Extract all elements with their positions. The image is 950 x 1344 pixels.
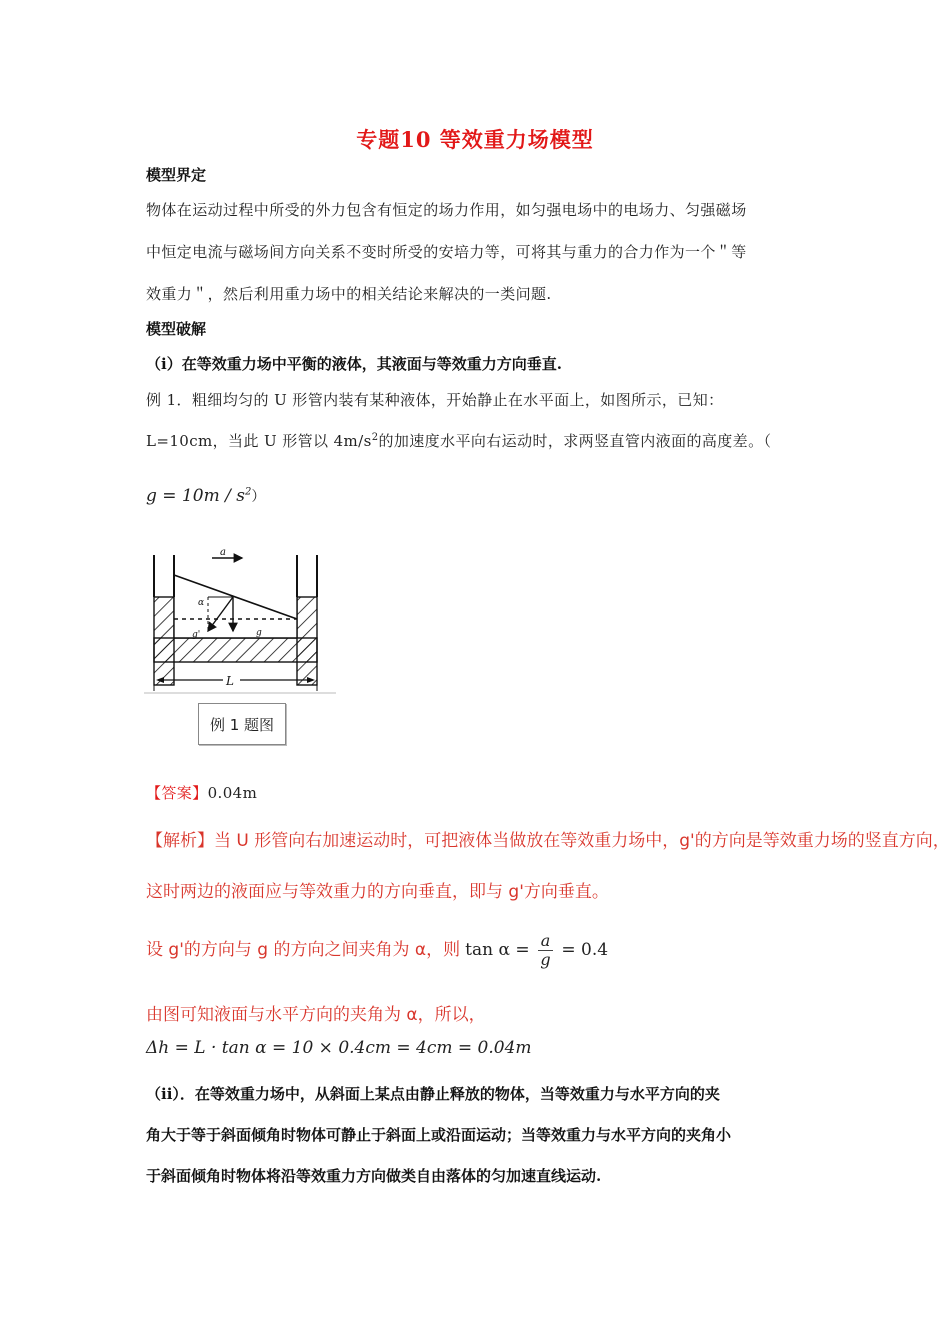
section-heading-model-definition: 模型界定	[146, 166, 207, 184]
page-title: 专题10 等效重力场模型	[356, 127, 594, 152]
gravity-formula-text: g = 10m / s	[146, 486, 245, 506]
definition-line-1: 物体在运动过程中所受的外力包含有恒定的场力作用，如匀强电场中的电场力、匀强磁场	[146, 201, 747, 219]
example-line-2-pre: L=10cm，当此 U 形管以 4m/s	[146, 432, 372, 450]
example-line-2-post: 的加速度水平向右运动时，求两竖直管内液面的高度差。（	[378, 432, 772, 450]
definition-line-2: 中恒定电流与磁场间方向关系不变时所受的安培力等，可将其与重力的合力作为一个＂等	[146, 243, 747, 261]
analysis-line-2: 这时两边的液面应与等效重力的方向垂直，即与 g'方向垂直。	[146, 882, 609, 902]
point-two-line-1: （ii）．在等效重力场中，从斜面上某点由静止释放的物体，当等效重力与水平方向的夹	[146, 1085, 720, 1103]
gravity-formula-close: ）	[251, 489, 266, 505]
answer-value: 0.04m	[207, 784, 258, 802]
tan-alpha-result: = 0.4	[561, 940, 609, 960]
answer-line	[146, 782, 257, 803]
tan-alpha: tan α =	[465, 940, 530, 960]
length-label: L	[226, 674, 234, 688]
point-one-statement: （i）在等效重力场中平衡的液体，其液面与等效重力方向垂直.	[146, 355, 562, 373]
section-heading-model-solution: 模型破解	[146, 320, 207, 338]
analysis-line-3	[146, 932, 608, 969]
g-label: g	[256, 628, 262, 638]
fraction-denominator: g	[540, 950, 551, 969]
analysis-line-4: 由图可知液面与水平方向的夹角为 α，所以，	[146, 1005, 486, 1025]
point-two-line-3: 于斜面倾角时物体将沿等效重力方向做类自由落体的匀加速直线运动.	[146, 1167, 602, 1185]
bottom-tube-wall	[154, 638, 317, 662]
definition-line-3: 效重力＂，然后利用重力场中的相关结论来解决的一类问题.	[146, 285, 552, 303]
fraction-numerator: a	[538, 932, 554, 951]
a-over-g-fraction	[538, 932, 554, 969]
analysis-line-3-text: 设 g'的方向与 g 的方向之间夹角为 α，则	[146, 940, 461, 960]
alpha-label: α	[198, 598, 205, 608]
answer-label: 【答案】	[146, 784, 208, 802]
example-line-2-sup: 2	[371, 432, 379, 443]
g-prime-label: g'	[192, 630, 201, 640]
example-line-2	[146, 430, 771, 451]
u-tube-diagram	[140, 545, 340, 697]
gravity-formula	[146, 486, 265, 506]
gravity-formula-sup: 2	[244, 486, 252, 498]
example-line-1: 例 1．粗细均匀的 U 形管内装有某种液体，开始静止在水平面上，如图所示，已知：	[146, 391, 724, 409]
analysis-line-1: 【解析】当 U 形管向右加速运动时，可把液体当做放在等效重力场中，g'的方向是等效重力场的竖直方向，	[146, 831, 950, 851]
point-two-line-2: 角大于等于斜面倾角时物体可静止于斜面上或沿面运动；当等效重力与水平方向的夹角小	[146, 1126, 732, 1144]
height-difference-formula: Δh = L · tan α = 10 × 0.4cm = 4cm = 0.04m	[146, 1038, 532, 1058]
figure-caption: 例 1 题图	[198, 703, 286, 745]
acceleration-label: a	[220, 547, 226, 558]
